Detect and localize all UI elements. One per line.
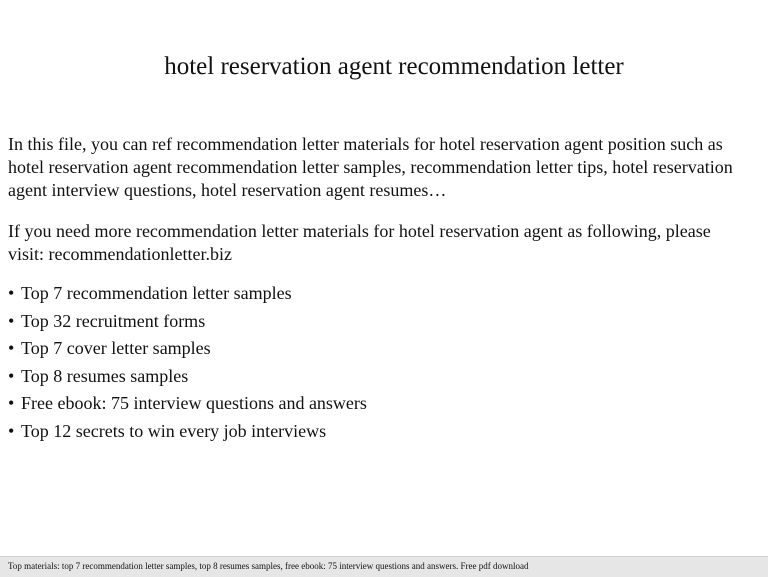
list-item	[8, 280, 748, 308]
bullet-glyph: •	[8, 365, 15, 386]
slide-title-text: hotel reservation agent recommendation letter	[164, 53, 624, 80]
list-item-text: Top 7 cover letter samples	[21, 338, 211, 358]
materials-list	[8, 280, 748, 445]
bullet-glyph: •	[8, 338, 15, 358]
list-item-text: Top 32 recruitment forms	[21, 310, 206, 331]
slide-body	[8, 133, 748, 445]
slide-title	[0, 52, 768, 82]
list-item-text: Top 12 secrets to win every job interviews	[21, 420, 327, 441]
footer-text: Top materials: top 7 recommendation letter samples, top 8 resumes samples, free ebook: 75 interview questions and answers. Free pdf download	[8, 561, 529, 571]
list-item	[8, 363, 748, 391]
list-item-text: Top 7 recommendation letter samples	[21, 283, 292, 303]
bullet-glyph: •	[8, 283, 15, 303]
list-item-text: Free ebook: 75 interview questions and answers	[21, 393, 367, 413]
list-item	[8, 390, 748, 418]
bullet-glyph: •	[8, 393, 15, 413]
bullet-glyph: •	[8, 420, 15, 441]
footer-bar	[0, 556, 768, 577]
visit-paragraph: If you need more recommendation letter materials for hotel reservation agent as following, please visit: recommendationletter.biz	[8, 221, 711, 264]
list-item	[8, 308, 748, 336]
list-item-text: Top 8 resumes samples	[21, 365, 189, 386]
intro-paragraph: In this file, you can ref recommendation letter materials for hotel reservation agent position such as hotel reservation agent recommendation letter samples, recommendation letter tips, hotel reservation agent interview questions, hotel reservation agent resumes…	[8, 134, 733, 200]
bullet-glyph: •	[8, 310, 15, 331]
list-item	[8, 418, 748, 446]
list-item	[8, 335, 748, 363]
